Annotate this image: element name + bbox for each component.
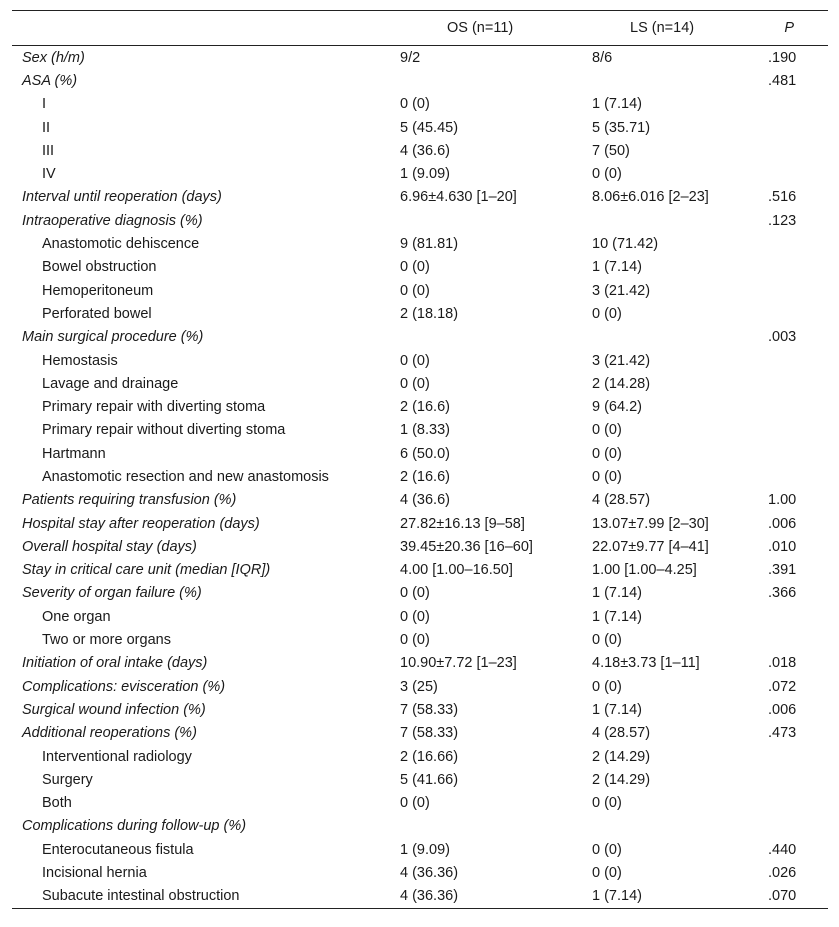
- ls-value: 1.00 [1.00–4.25]: [592, 562, 697, 579]
- os-value: 4 (36.36): [400, 865, 459, 882]
- p-value: .072: [768, 678, 797, 695]
- p-value: .366: [768, 585, 797, 602]
- row-label: Main surgical procedure (%): [22, 329, 204, 346]
- row-label: Hemostasis: [42, 352, 118, 369]
- table-row: [12, 652, 828, 675]
- table-row: [12, 582, 828, 605]
- ls-value: 0 (0): [592, 841, 622, 858]
- ls-value: 9 (64.2): [592, 399, 642, 416]
- os-value: 7 (58.33): [400, 701, 459, 718]
- ls-value: 4 (28.57): [592, 492, 651, 509]
- row-label: Surgical wound infection (%): [22, 701, 206, 718]
- table-row: [12, 465, 828, 488]
- os-value: 6.96±4.630 [1–20]: [400, 189, 517, 206]
- os-value: 0 (0): [400, 795, 430, 812]
- os-value: 9/2: [400, 49, 421, 66]
- table-row: [12, 326, 828, 349]
- results-table: [12, 10, 828, 909]
- os-value: 0 (0): [400, 282, 430, 299]
- table-row: [12, 768, 828, 791]
- p-value: [764, 792, 828, 815]
- row-label: Subacute intestinal obstruction: [42, 888, 240, 905]
- ls-value: [592, 209, 764, 232]
- os-value: 1 (9.09): [400, 166, 450, 183]
- ls-value: 13.07±7.99 [2–30]: [592, 515, 709, 532]
- os-value: 6 (50.0): [400, 445, 450, 462]
- p-value: [764, 93, 828, 116]
- row-label: One organ: [42, 608, 111, 625]
- table-row: [12, 69, 828, 92]
- ls-value: 0 (0): [592, 422, 622, 439]
- os-value: 5 (41.66): [400, 771, 459, 788]
- os-value: 4 (36.6): [400, 492, 450, 509]
- os-value: [400, 209, 592, 232]
- table-row: [12, 395, 828, 418]
- row-label: Perforated bowel: [42, 305, 152, 322]
- row-label: Surgery: [42, 771, 93, 788]
- table-row: [12, 372, 828, 395]
- table-row: [12, 698, 828, 721]
- row-label: Hartmann: [42, 445, 106, 462]
- table-row: [12, 232, 828, 255]
- table-row: [12, 139, 828, 162]
- table-row: [12, 256, 828, 279]
- row-label: ASA (%): [22, 72, 78, 89]
- p-value: .006: [768, 515, 797, 532]
- ls-value: 2 (14.28): [592, 375, 651, 392]
- p-value: [764, 395, 828, 418]
- ls-value: 5 (35.71): [592, 119, 651, 136]
- ls-value: 2 (14.29): [592, 748, 651, 765]
- table-row: [12, 605, 828, 628]
- row-label: Patients requiring transfusion (%): [22, 492, 237, 509]
- table-row: [12, 512, 828, 535]
- ls-value: 10 (71.42): [592, 236, 659, 253]
- table-container: [12, 10, 828, 909]
- p-value: [764, 628, 828, 651]
- p-value: .123: [768, 212, 797, 229]
- row-label: Intraoperative diagnosis (%): [22, 212, 203, 229]
- p-value: [764, 279, 828, 302]
- p-value: .516: [768, 189, 797, 206]
- table-row: [12, 302, 828, 325]
- p-value: [764, 419, 828, 442]
- p-value: [764, 745, 828, 768]
- p-value: 1.00: [768, 492, 797, 509]
- p-value: [764, 442, 828, 465]
- ls-value: 22.07±9.77 [4–41]: [592, 538, 709, 555]
- p-value: [764, 372, 828, 395]
- table-row: [12, 535, 828, 558]
- p-value: [764, 139, 828, 162]
- p-value: .481: [768, 72, 797, 89]
- row-label: Anastomotic resection and new anastomosis: [42, 468, 329, 485]
- header-row: [12, 11, 828, 46]
- os-value: 9 (81.81): [400, 236, 459, 253]
- table-row: [12, 279, 828, 302]
- p-value: .010: [768, 538, 797, 555]
- os-value: 2 (16.66): [400, 748, 459, 765]
- os-value: 2 (16.6): [400, 468, 450, 485]
- os-value: 7 (58.33): [400, 725, 459, 742]
- table-row: [12, 838, 828, 861]
- ls-value: 1 (7.14): [592, 608, 642, 625]
- row-label: Bowel obstruction: [42, 259, 157, 276]
- ls-value: 0 (0): [592, 305, 622, 322]
- os-value: 0 (0): [400, 375, 430, 392]
- p-value: .391: [768, 562, 797, 579]
- os-value: 0 (0): [400, 259, 430, 276]
- ls-value: 1 (7.14): [592, 259, 642, 276]
- ls-value: 7 (50): [592, 142, 630, 159]
- os-value: 4 (36.36): [400, 888, 459, 905]
- row-label: Sex (h/m): [22, 49, 85, 66]
- os-value: 3 (25): [400, 678, 438, 695]
- row-label: Overall hospital stay (days): [22, 538, 197, 555]
- p-value: [764, 465, 828, 488]
- row-label: IV: [42, 166, 56, 183]
- ls-value: 0 (0): [592, 678, 622, 695]
- os-value: 1 (8.33): [400, 422, 450, 439]
- os-value: 4.00 [1.00–16.50]: [400, 562, 513, 579]
- os-value: 2 (16.6): [400, 399, 450, 416]
- os-value: 0 (0): [400, 352, 430, 369]
- os-value: 27.82±16.13 [9–58]: [400, 515, 525, 532]
- table-row: [12, 209, 828, 232]
- os-value: 5 (45.45): [400, 119, 459, 136]
- p-value: .440: [768, 841, 797, 858]
- p-value: .003: [768, 329, 797, 346]
- table-row: [12, 559, 828, 582]
- table-row: [12, 628, 828, 651]
- table-row: [12, 349, 828, 372]
- os-value: [400, 69, 592, 92]
- header-p: P: [764, 11, 828, 46]
- table-row: [12, 489, 828, 512]
- os-value: 39.45±20.36 [16–60]: [400, 538, 533, 555]
- ls-value: 4 (28.57): [592, 725, 651, 742]
- p-value: .473: [768, 725, 797, 742]
- row-label: Primary repair without diverting stoma: [42, 422, 286, 439]
- os-value: 4 (36.6): [400, 142, 450, 159]
- row-label: Lavage and drainage: [42, 375, 179, 392]
- table-row: [12, 861, 828, 884]
- ls-value: 2 (14.29): [592, 771, 651, 788]
- ls-value: 0 (0): [592, 795, 622, 812]
- ls-value: 0 (0): [592, 445, 622, 462]
- ls-value: 0 (0): [592, 865, 622, 882]
- table-row: [12, 675, 828, 698]
- table-row: [12, 419, 828, 442]
- p-value: .018: [768, 655, 797, 672]
- row-label: Primary repair with diverting stoma: [42, 399, 266, 416]
- ls-value: 0 (0): [592, 166, 622, 183]
- os-value: 0 (0): [400, 585, 430, 602]
- os-value: 2 (18.18): [400, 305, 459, 322]
- p-value: [764, 162, 828, 185]
- p-value: [764, 768, 828, 791]
- ls-value: 8.06±6.016 [2–23]: [592, 189, 709, 206]
- header-variable: [12, 11, 400, 46]
- os-value: 0 (0): [400, 632, 430, 649]
- p-value: [764, 349, 828, 372]
- table-row: [12, 885, 828, 909]
- ls-value: [592, 326, 764, 349]
- p-value: .006: [768, 701, 797, 718]
- row-label: Interval until reoperation (days): [22, 189, 222, 206]
- ls-value: 4.18±3.73 [1–11]: [592, 655, 700, 672]
- p-value: [764, 605, 828, 628]
- ls-value: 0 (0): [592, 468, 622, 485]
- ls-value: [592, 69, 764, 92]
- ls-value: 1 (7.14): [592, 701, 642, 718]
- row-label: Complications during follow-up (%): [22, 818, 247, 835]
- ls-value: 8/6: [592, 49, 613, 66]
- header-ls: LS (n=14): [592, 11, 764, 46]
- row-label: I: [42, 96, 47, 113]
- row-label: Complications: evisceration (%): [22, 678, 226, 695]
- row-label: Both: [42, 795, 72, 812]
- p-value: .190: [768, 49, 797, 66]
- row-label: Additional reoperations (%): [22, 725, 197, 742]
- os-value: 1 (9.09): [400, 841, 450, 858]
- os-value: 10.90±7.72 [1–23]: [400, 655, 517, 672]
- table-row: [12, 162, 828, 185]
- row-label: Anastomotic dehiscence: [42, 236, 200, 253]
- table-row: [12, 815, 828, 838]
- p-value: .026: [768, 865, 797, 882]
- ls-value: 1 (7.14): [592, 585, 642, 602]
- p-value: [764, 116, 828, 139]
- row-label: Two or more organs: [42, 632, 171, 649]
- p-value: [764, 815, 828, 838]
- table-row: [12, 186, 828, 209]
- table-row: [12, 93, 828, 116]
- table-body: [12, 46, 828, 909]
- row-label: Incisional hernia: [42, 865, 147, 882]
- row-label: Severity of organ failure (%): [22, 585, 202, 602]
- ls-value: 3 (21.42): [592, 282, 651, 299]
- table-header: [12, 11, 828, 46]
- os-value: 0 (0): [400, 608, 430, 625]
- os-value: [400, 815, 592, 838]
- row-label: Initiation of oral intake (days): [22, 655, 208, 672]
- p-value: .070: [768, 888, 797, 905]
- p-value: [764, 256, 828, 279]
- row-label: II: [42, 119, 51, 136]
- os-value: 0 (0): [400, 96, 430, 113]
- table-row: [12, 792, 828, 815]
- ls-value: [592, 815, 764, 838]
- table-row: [12, 46, 828, 70]
- p-value: [764, 302, 828, 325]
- os-value: [400, 326, 592, 349]
- row-label: Stay in critical care unit (median [IQR]): [22, 562, 271, 579]
- row-label: III: [42, 142, 55, 159]
- header-os: OS (n=11): [400, 11, 592, 46]
- table-row: [12, 116, 828, 139]
- row-label: Hemoperitoneum: [42, 282, 154, 299]
- table-row: [12, 722, 828, 745]
- row-label: Interventional radiology: [42, 748, 192, 765]
- p-value: [764, 232, 828, 255]
- row-label: Hospital stay after reoperation (days): [22, 515, 260, 532]
- ls-value: 0 (0): [592, 632, 622, 649]
- table-row: [12, 442, 828, 465]
- ls-value: 1 (7.14): [592, 888, 642, 905]
- ls-value: 1 (7.14): [592, 96, 642, 113]
- row-label: Enterocutaneous fistula: [42, 841, 194, 858]
- ls-value: 3 (21.42): [592, 352, 651, 369]
- table-row: [12, 745, 828, 768]
